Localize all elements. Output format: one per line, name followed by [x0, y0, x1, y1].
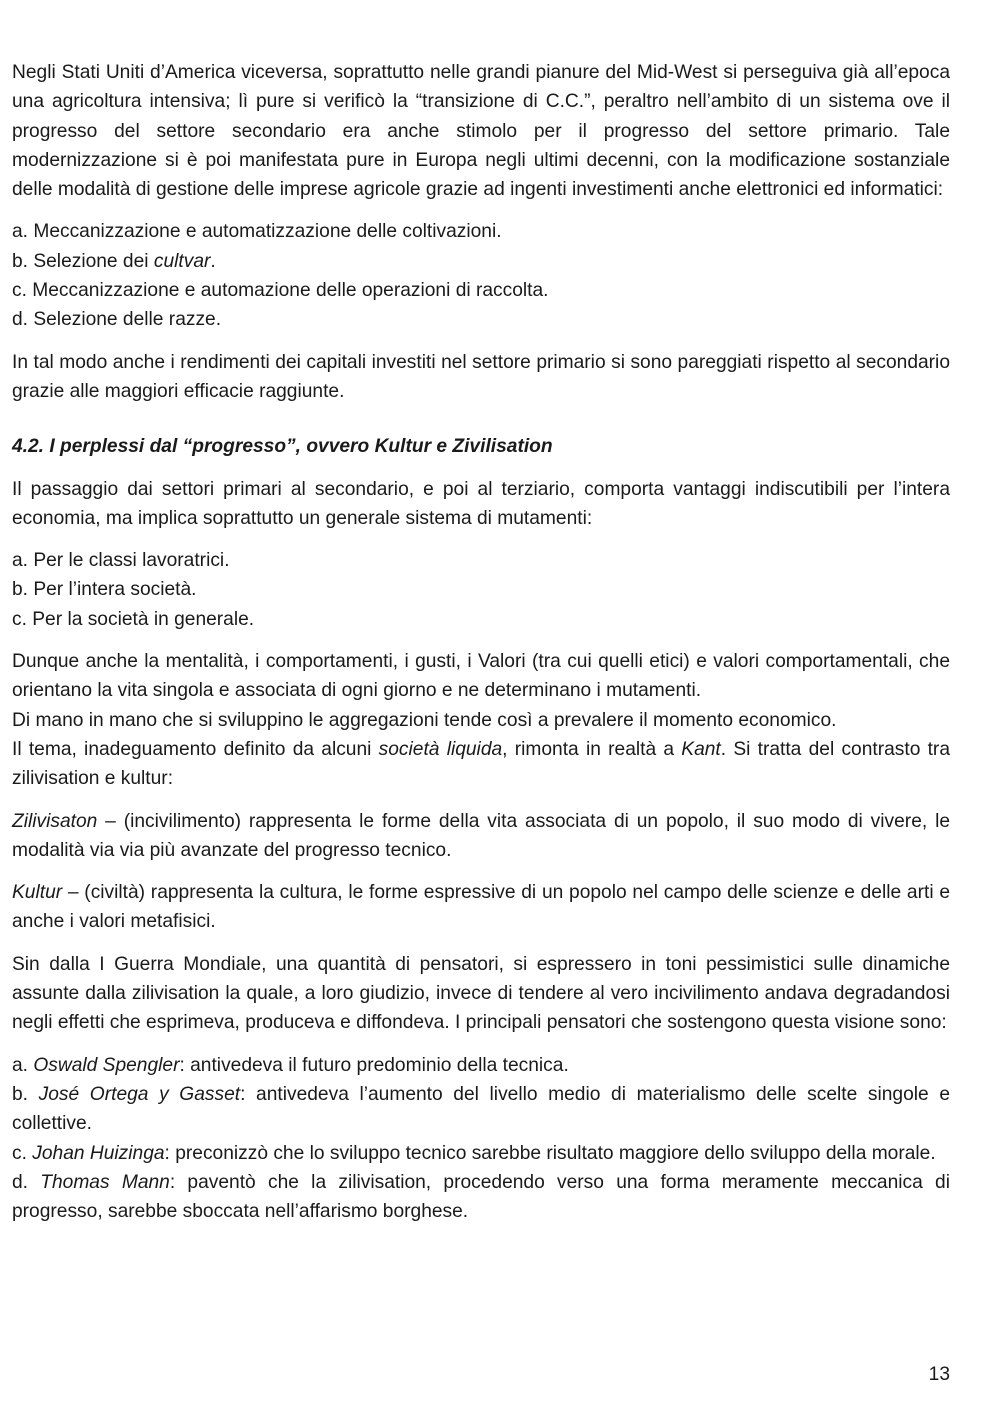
list-item-text: b. Selezione dei: [12, 250, 154, 272]
list-item-text: : antivedeva l’aumento del livello medio di materialismo delle scelte singole e collettive.: [12, 1083, 951, 1135]
list-item: c. Per la società in generale.: [12, 608, 255, 630]
paragraph-theme: [12, 735, 950, 794]
list-item-text: : paventò che la zilivisation, procedendo verso una forma meramente meccanica di progresso, sarebbe sboccata nell’affarismo borghese.: [12, 1171, 950, 1223]
text-run: . Si tratta del contrasto tra zilivisation e kultur:: [12, 738, 950, 790]
paragraph-mentality: Dunque anche la mentalità, i comportamenti, i gusti, i Valori (tra cui quelli etici) e valori comportamentali, che orientano la vita singola e associata di ogni giorno e ne determinano i mutamenti.: [12, 651, 950, 702]
section-heading: 4.2. I perplessi dal “progresso”, ovvero Kultur e Zivilisation: [12, 436, 553, 458]
paragraph-capital-returns: In tal modo anche i rendimenti dei capitali investiti nel settore primario si sono pareggiati rispetto al secondario grazie alle maggiori efficacie raggiunte.: [12, 351, 950, 402]
italic-term: società liquida: [378, 738, 503, 760]
list-modernization: [12, 217, 950, 334]
italic-term: Kant: [681, 738, 721, 760]
list-prefix: a.: [12, 1054, 34, 1076]
thinker-name: Thomas Mann: [40, 1171, 170, 1193]
definition-kultur: [12, 878, 950, 937]
list-item-text: : preconizzò che lo sviluppo tecnico sarebbe risultato maggiore dello sviluppo della morale.: [164, 1142, 936, 1164]
paragraph-us-agriculture: Negli Stati Uniti d’America viceversa, soprattutto nelle grandi pianure del Mid-West si perseguiva già all’epoca una agricoltura intensiva; lì pure si verificò la “transizione di C.C.”, peraltro nell’ambito di un sistema ove il progresso del settore secondario era anche stimolo per il progresso del settore primario. Tale modernizzazione si è poi manifestata pure in Europa negli ultimi decenni, con la modificazione sostanziale delle modalità di gestione delle imprese agricole grazie ad ingenti investimenti anche elettronici ed informatici:: [12, 62, 950, 201]
thinker-name: José Ortega y Gasset: [38, 1083, 241, 1105]
text-run: , rimonta in realtà a: [502, 738, 682, 760]
definition-term: Zilivisaton: [12, 810, 98, 832]
page-body: [12, 58, 950, 1226]
list-item: a. Per le classi lavoratrici.: [12, 550, 230, 572]
list-item: [12, 1168, 950, 1227]
definition-text: – (incivilimento) rappresenta le forme della vita associata di un popolo, il suo modo di vivere, le modalità via via più avanzate del progresso tecnico.: [12, 810, 950, 861]
list-thinkers: [12, 1051, 950, 1227]
paragraph-aggregations: Di mano in mano che si sviluppino le aggregazioni tende così a prevalere il momento economico.: [12, 709, 837, 731]
list-item: b. Per l’intera società.: [12, 579, 197, 601]
list-prefix: b.: [12, 1083, 39, 1105]
definition-term: Kultur: [12, 882, 63, 904]
list-item: c. Meccanizzazione e automazione delle operazioni di raccolta.: [12, 280, 549, 302]
list-item: [12, 247, 950, 276]
list-item-italic: cultvar: [153, 250, 211, 272]
paragraph-thinkers-intro: Sin dalla I Guerra Mondiale, una quantità di pensatori, si espressero in toni pessimistici sulle dinamiche assunte dalla zilivisation la quale, a loro giudizio, invece di tendere al vero incivilimento andava degradandosi negli effetti che esprimeva, produceva e diffondeva. I principali pensatori che sostengono questa visione sono:: [12, 953, 950, 1034]
paragraph-sector-transition: Il passaggio dai settori primari al secondario, e poi al terziario, comporta vantaggi indiscutibili per l’intera economia, ma implica soprattutto un generale sistema di mutamenti:: [12, 478, 950, 529]
list-item: a. Meccanizzazione e automatizzazione delle coltivazioni.: [12, 221, 502, 243]
page-number: 13: [928, 1364, 950, 1385]
list-prefix: c.: [12, 1142, 33, 1164]
list-item: [12, 1080, 950, 1139]
definition-zilivisation: [12, 807, 950, 866]
list-item-text: : antivedeva il futuro predominio della tecnica.: [179, 1054, 569, 1076]
definition-text: – (civiltà) rappresenta la cultura, le forme espressive di un popolo nel campo delle scienze e delle arti e anche i valori metafisici.: [12, 882, 950, 933]
thinker-name: Johan Huizinga: [32, 1142, 165, 1164]
list-item: [12, 1139, 950, 1168]
list-prefix: d.: [12, 1171, 41, 1193]
thinker-name: Oswald Spengler: [33, 1054, 180, 1076]
list-item-text: .: [210, 250, 216, 272]
list-item: [12, 1051, 950, 1080]
text-run: Il tema, inadeguamento definito da alcuni: [12, 738, 379, 760]
list-item: d. Selezione delle razze.: [12, 309, 222, 331]
list-changes: [12, 546, 950, 634]
